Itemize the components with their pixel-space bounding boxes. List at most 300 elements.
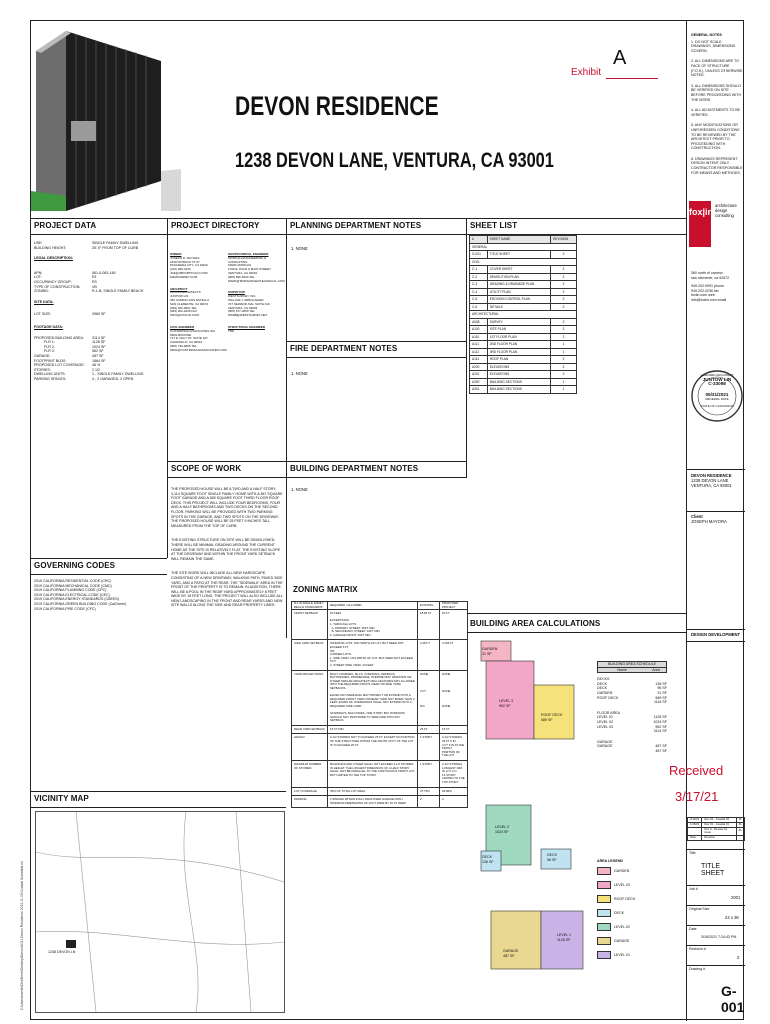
sheet-list-title: SHEET LIST bbox=[470, 221, 518, 230]
revision-table bbox=[687, 817, 745, 841]
plan-label-area: 136 SF bbox=[482, 859, 494, 864]
rev-init: FL bbox=[736, 827, 744, 836]
architect-stamp bbox=[691, 341, 743, 451]
pd-val: 061-0-063-160 bbox=[92, 270, 116, 275]
code-item: 2019 CALIFORNIA MECHANICAL CODE (CMC) bbox=[34, 583, 112, 588]
schedule-group: FLOOR AREA bbox=[597, 710, 620, 715]
sheet-list-row bbox=[470, 341, 577, 349]
zoning-existing: NONE 2 FT N/A bbox=[418, 670, 440, 725]
sheet-list-row bbox=[470, 288, 577, 296]
revision-header-row bbox=[688, 836, 745, 841]
dir-line: MIKE BOFFINE bbox=[170, 332, 192, 337]
stamp-line: 05/31/2021 bbox=[705, 391, 729, 397]
pd-val: 962 SF bbox=[92, 349, 104, 354]
schedule-name: DECK bbox=[597, 681, 607, 686]
tb-drawing-label: Drawing # bbox=[689, 967, 706, 971]
dir-line: (949) 202-0236 FAX bbox=[170, 309, 198, 314]
dir-line: (805) 739-9055 TEL bbox=[170, 343, 197, 348]
tb-date-label: Date bbox=[689, 927, 697, 931]
plan-label-name: GARAGE bbox=[503, 949, 519, 953]
dir-line: MARK@MORGANGEOTECHNICAL.COM bbox=[228, 278, 285, 283]
pd-val: 1 - SINGLE FAMILY DWELLING bbox=[92, 372, 144, 377]
pd-val: 1024 SF bbox=[92, 344, 106, 349]
schedule-name: ROOF DECK bbox=[597, 695, 619, 700]
plan-label bbox=[503, 949, 518, 958]
plan-label bbox=[547, 853, 557, 862]
schedule-area: 962 SF bbox=[655, 724, 667, 729]
plan-label-name: LEVEL 2 bbox=[495, 825, 510, 829]
scope-paragraph: THE PROPOSED HOUSE WILL BE A TWO AND A HALF STORY, 3,114 SQUARE FOOT SINGLE FAMILY HOME WITH A 487 SQUARE FOOT GARAGE AND A 589 SQUARE FOOT THIRD FLOOR ROOF DECK. THIS PROJECT WILL INCLUDE FOUR BEDROOMS, FOUR AND A HALF BATHROOMS AND TWO DECKS ON THE SECOND FLOOR. PARKING WILL BE PROVIDED WITH TWO PARKING SPOTS IN THE GARAGE, AND TWO SPOTS ON THE DRIVEWAY. THE PROPOSED HOUSE WILL BE 25 FEET 9 INCHES TALL MEASURED FROM THE TOP OF CURB. bbox=[171, 487, 283, 528]
sheet-revision: 2 bbox=[551, 288, 577, 296]
tb-job: 2001 bbox=[731, 895, 741, 900]
general-note: 1. DO NOT SCALE DRAWINGS. DIMENSIONS GOVERN. bbox=[691, 39, 736, 53]
dir-line: (805) 677-4650 TEL bbox=[228, 309, 255, 314]
zoning-existing: 2 bbox=[418, 796, 440, 808]
sheet-name: UTILITY PLAN bbox=[487, 288, 550, 296]
zoning-proposed: 4.153 FT bbox=[440, 640, 468, 670]
building-area-title: BUILDING AREA CALCULATIONS bbox=[470, 619, 601, 628]
zoning-required: 20 FEET EXCEPTIONS: 1. THROUGH LOTS A. PRIMARY STREET: 20FT MIN B. SECONDARY STREET: 10FT MIN 2. GARAGE FRONT: 20FT MIN bbox=[328, 610, 418, 640]
sheet-list-group bbox=[470, 258, 577, 266]
rev-desc: Rev 0 - Review for Issue bbox=[702, 827, 736, 836]
plan-label bbox=[557, 933, 571, 942]
zoning-proposed: 20 FT bbox=[440, 610, 468, 640]
legend-swatch bbox=[597, 867, 611, 875]
tb-revision-label: Revision # bbox=[689, 947, 706, 951]
sheet-number: A112 bbox=[470, 348, 488, 356]
plan-label-name: ROOF DECK bbox=[541, 713, 563, 717]
code-item: 2019 CALIFORNIA ENERGY STANDARDS (CBEES) bbox=[34, 597, 119, 602]
general-note: 2. ALL DIMENSIONS ARE TO FACE OF STRUCTURE (F.O.S.), UNLESS OTHERWISE NOTED. bbox=[691, 59, 743, 78]
sheet-number: A114 bbox=[470, 356, 488, 364]
sheet-list-row bbox=[470, 281, 577, 289]
exhibit-label: Exhibit bbox=[571, 67, 602, 78]
sheet-list-row bbox=[470, 266, 577, 274]
floor-plan-diagrams bbox=[471, 635, 601, 985]
legend-swatch bbox=[597, 923, 611, 931]
directory-left bbox=[170, 253, 226, 353]
sheet-name: 1ST FLOOR PLAN bbox=[487, 333, 550, 341]
code-item: 2019 CALIFORNIA PLUMBING CODE (CPC) bbox=[34, 588, 107, 593]
pd-val: VB bbox=[92, 284, 97, 289]
sheet-name: DETAILS bbox=[487, 303, 550, 311]
zoning-title: ZONING MATRIX bbox=[293, 585, 358, 594]
sheet-number: CIVIL bbox=[470, 258, 577, 266]
zoning-existing: 37.75% bbox=[418, 787, 440, 796]
dir-role: STRUCTURAL ENGINEER bbox=[228, 324, 265, 329]
pd-key: FOOTPRINT BLDG: bbox=[34, 358, 67, 363]
sheet-number: A100 bbox=[470, 326, 488, 334]
zoning-standard: LOT COVERAGE bbox=[292, 787, 328, 796]
dir-line: 1630 PATRICIA CT #7 bbox=[170, 259, 200, 264]
zoning-proposed: 2 bbox=[440, 796, 468, 808]
sheet-name: DEMOLITION PLAN bbox=[487, 273, 550, 281]
dir-line: 747 SEWARD AVE. SUITE 410 bbox=[228, 301, 270, 306]
plan-label-area: 1024 SF bbox=[495, 829, 509, 834]
stamp-line: LICENSED ARCHITECT bbox=[700, 373, 734, 377]
legend-item bbox=[597, 923, 667, 931]
rev-header: Revision bbox=[702, 836, 736, 841]
sheet-name: BUILDING SECTIONS bbox=[487, 378, 550, 386]
sheet-number: A201 bbox=[470, 371, 488, 379]
sheet-revision: 2 bbox=[551, 273, 577, 281]
firm-name bbox=[715, 203, 745, 219]
sheet-number: ARCHITECTURAL bbox=[470, 311, 577, 319]
plan-label-name: DECK bbox=[547, 853, 557, 857]
schedule-name: GARDEN bbox=[597, 690, 613, 695]
pd-key: APN: bbox=[34, 270, 43, 275]
zoning-row bbox=[292, 640, 468, 670]
zoning-standard: REAR YARD SETBACK bbox=[292, 725, 328, 734]
dir-line: 717 E. DALY ST. SUITE 107 bbox=[170, 336, 208, 341]
sheet-number: C-5 bbox=[470, 296, 488, 304]
dir-role: CIVIL ENGINEER bbox=[170, 324, 195, 329]
sheet-list-row bbox=[470, 333, 577, 341]
zoning-required: INTERIOR LOTS: 10% WIDTH OF LOT, BUT NEED NOT EXCEED 5 FT OR CORNER LOTS: 1. SIDE YARD: 10% WIDTH OF LOT, BUT NEED NOT EXCEED 5 FT 2. STREET SIDE YARD: 10 FEET bbox=[328, 640, 418, 670]
sheet-revision: 2 bbox=[551, 303, 577, 311]
sheet-name: ELEVATIONS bbox=[487, 371, 550, 379]
legend-label: GARDEN bbox=[614, 868, 630, 873]
zoning-header bbox=[292, 602, 468, 610]
dir-line: MIKE@COSTERISANASSOCIATES.COM bbox=[170, 347, 227, 352]
pd-key: TYPE OF CONSTRUCTION: bbox=[34, 284, 81, 289]
sheet-number: A200 bbox=[470, 363, 488, 371]
firm-name-line: design bbox=[715, 208, 728, 214]
sheet-number: C-6 bbox=[470, 303, 488, 311]
legend-item bbox=[597, 937, 667, 945]
sheet-name: GRADING & DRAINAGE PLAN bbox=[487, 281, 550, 289]
zoning-required: 15 FT MIN bbox=[328, 725, 418, 734]
legend-swatch bbox=[597, 937, 611, 945]
schedule-area: 136 SF bbox=[655, 681, 667, 686]
sheet-number: A300 bbox=[470, 378, 488, 386]
legend-label: ROOF DECK bbox=[614, 896, 636, 901]
schedule-name: LEVEL 02 bbox=[597, 719, 614, 724]
project-data bbox=[34, 241, 164, 381]
legend-swatch bbox=[597, 951, 611, 959]
schedule-header bbox=[597, 668, 667, 674]
zoning-standard: HEIGHT bbox=[292, 734, 328, 761]
general-notes-title: GENERAL NOTES bbox=[691, 33, 722, 37]
sheet-col-header: SHEET NAME bbox=[487, 236, 550, 244]
legend-label: DECK bbox=[614, 910, 624, 915]
zoning-row bbox=[292, 610, 468, 640]
schedule-col: Name bbox=[617, 667, 627, 672]
plan-label bbox=[499, 699, 513, 708]
dir-role: SURVEYOR bbox=[228, 290, 245, 295]
area-schedule bbox=[597, 661, 667, 754]
code-item: 2019 CALIFORNIA ELECTRICAL CODE (CEC) bbox=[34, 592, 110, 597]
sheet-list-table bbox=[469, 235, 577, 394]
plan-label bbox=[495, 825, 509, 834]
dir-line: JUNTOW LIN bbox=[170, 294, 189, 299]
zoning-row bbox=[292, 760, 468, 787]
tb-job-label: Job # bbox=[689, 887, 698, 891]
scope-text bbox=[171, 487, 283, 608]
pd-row bbox=[34, 246, 164, 251]
firm-contact-line: info@foxlin.com email bbox=[691, 297, 727, 302]
tb-client: JOSEPH MAYORA bbox=[691, 519, 727, 525]
pd-val: 25'-9" FROM TOP OF CURB bbox=[92, 245, 139, 250]
zoning-existing: 25 FT bbox=[418, 725, 440, 734]
governing-codes-list bbox=[34, 579, 164, 611]
pd-val: 1128 SF bbox=[92, 340, 106, 345]
schedule-name: LEVEL 03 bbox=[597, 724, 614, 729]
pd-key: BUILDING HEIGHT: bbox=[34, 245, 67, 250]
zoning-proposed: 15 FT bbox=[440, 725, 468, 734]
schedule-area: 589 SF bbox=[655, 695, 667, 700]
zoning-required: 45% OF TOTAL LOT AREA bbox=[328, 787, 418, 796]
sheet-list-row bbox=[470, 356, 577, 364]
zoning-row bbox=[292, 796, 468, 808]
general-note: 6. DRAWINGS REPRESENT DESIGN INTENT ONLY. CONTRACTOR RESPONSIBLE FOR MEANS AND METHODS. bbox=[691, 156, 743, 175]
revision-row bbox=[688, 827, 745, 836]
zoning-existing: 1 STORY bbox=[418, 734, 440, 761]
legend-label: LEVEL 02 bbox=[614, 924, 631, 929]
dir-line: CAMARILLO, CA 93010 bbox=[170, 340, 203, 345]
tb-drawing: G-001 bbox=[721, 983, 745, 1015]
dir-line: FOXLIN ARCHITECTS bbox=[170, 290, 201, 295]
pd-key: ZONING: bbox=[34, 289, 49, 294]
title-block-project bbox=[691, 473, 743, 489]
scope-title: SCOPE OF WORK bbox=[171, 464, 242, 473]
sheet-revision: 2 bbox=[551, 333, 577, 341]
plan-label bbox=[482, 647, 497, 656]
pd-key: FLR 3: bbox=[44, 349, 55, 354]
schedule-area: 1128 SF bbox=[653, 715, 667, 720]
sheet-revision: 2 bbox=[551, 326, 577, 334]
firm-contact-line: 949.202.0236 fax bbox=[691, 288, 719, 293]
pd-val: 2 1/2 bbox=[92, 367, 100, 372]
pd-legal-label: LEGAL DESCRIPTION: bbox=[34, 256, 73, 261]
scope-paragraph: THE EXISTING STRUCTURE ON SITE WILL BE DEMOLISHED. THERE WILL BE MINIMAL GRADING AROUND THE CURRENT HOME AS THE SITE IS RELATIVELY FLAT. THE EXISTING SLOPE AT THE DRIVEWAY AND WITHIN THE FRONT YARD SETBACK WILL REMAIN THE SAME. bbox=[171, 538, 281, 561]
plan-label-area: 589 SF bbox=[541, 717, 553, 722]
project-data-title: PROJECT DATA bbox=[34, 221, 97, 230]
dir-line: WARB@WESTSURVEY.NET bbox=[228, 313, 268, 318]
legend-swatch bbox=[597, 881, 611, 889]
pd-footage-label: FOOTAGE DATA: bbox=[34, 324, 64, 329]
pd-key: FLR 1: bbox=[44, 340, 55, 345]
sheet-col-header: REVISION bbox=[551, 236, 577, 244]
sheet-number: A008 bbox=[470, 318, 488, 326]
pd-row bbox=[34, 312, 164, 317]
firm-contact-line: san clemente, ca 92672 bbox=[691, 275, 730, 280]
legend-title: AREA LEGEND bbox=[597, 859, 624, 863]
firm-name-line: consulting bbox=[715, 213, 734, 219]
zoning-required: 2-1/2 STORIES NOT TO EXCEED 25 FT, EXCEPT NO PORTION OF THE STRUCTURE WITHIN THE FRONT 20 FT OF THE LOT IS TO EXCEED 25 FT bbox=[328, 734, 418, 761]
zoning-required: BUILT COURSES, SILLS, CORNICES, AWNINGS, BUTTRESSES, PROMENADE, STEPPED BAY WINDOWS OR OTHER SIMILAR ARCHITECTURAL FEATURES MAY ALLOWED INTO THE REQUIRED FRONT, REAR OR SIDE YARD SETBACKS. EAVES OR OVERHANG MAY PROJECT OR EXTEND INTO A REQUIRED FRONT YARD OR REAR YARD NOT MORE THAN 3 FEET. EAVES OF OVERHANGS SHALL NOT EXTEND INTO A REQUIRED SIDE YARD. STAIRWAYS, BALCONIES, ONE STORY BAY WINDOWS SHOULD NOT PROTRUDE TO SIDEYARD INTO ANY SETBACK. bbox=[328, 670, 418, 725]
tb-revision: 2 bbox=[737, 955, 740, 960]
sheet-revision: 1 bbox=[551, 378, 577, 386]
dir-line: PASADENA CITY, CA 91102 bbox=[170, 263, 208, 268]
zoning-standard: YARD PROJECTIONS bbox=[292, 670, 328, 725]
received-date: 3/17/21 bbox=[675, 789, 719, 804]
planning-note: 1. NONE bbox=[291, 246, 308, 251]
dir-role: ARCHITECT bbox=[170, 286, 188, 291]
dir-line: WESTSURVEY, INC. bbox=[228, 294, 257, 299]
pd-key: LOT SIZE: bbox=[34, 312, 51, 317]
project-directory-title: PROJECT DIRECTORY bbox=[171, 221, 260, 230]
sheet-number: A111 bbox=[470, 341, 488, 349]
sheet-revision: 2 bbox=[551, 296, 577, 304]
stamp-line: STATE OF CALIFORNIA bbox=[700, 403, 734, 408]
governing-codes-title: GOVERNING CODES bbox=[34, 561, 116, 570]
legend-label: LEVEL 03 bbox=[614, 882, 631, 887]
tb-size-label: Original Size bbox=[689, 907, 710, 911]
pd-val: R-1-B, SINGLE FAMILY BEACH bbox=[92, 289, 144, 294]
legend-label: LEVEL 01 bbox=[614, 952, 631, 957]
building-notes-title: BUILDING DEPARTMENT NOTES bbox=[290, 464, 419, 473]
pd-key: PARKING SPACES: bbox=[34, 376, 67, 381]
file-path: C:\Users\merlin\OneDrive\Desktop\Devon\2021 Devon Residence 2021.11.09 Coastal Submittal.rvt bbox=[20, 861, 24, 1010]
legend-label: GARAGE bbox=[614, 938, 630, 943]
vicinity-street: 1238 DEVON LN bbox=[48, 950, 76, 954]
zoning-existing: 1 STORY bbox=[418, 760, 440, 787]
dir-role: OWNER bbox=[170, 252, 182, 256]
dir-role: GEOTECHNICAL ENGINEER bbox=[228, 252, 269, 256]
zoning-existing: 3.48 FT bbox=[418, 640, 440, 670]
legend-swatch bbox=[597, 909, 611, 917]
legend-swatch bbox=[597, 895, 611, 903]
plan-label-area: 31 SF bbox=[482, 651, 492, 656]
tb-client-label: Client bbox=[691, 514, 703, 519]
pd-key: PROPOSED LOT COVERAGE: bbox=[34, 363, 85, 368]
area-legend bbox=[597, 859, 667, 965]
sheet-list-row bbox=[470, 378, 577, 386]
rev-date: 1/18/21 bbox=[688, 822, 702, 827]
vicinity-map bbox=[35, 811, 285, 1013]
sheet-revision: 2 bbox=[551, 356, 577, 364]
schedule-title: BUILDING AREA SCHEDULE bbox=[597, 661, 667, 668]
plan-label-name: GARDEN bbox=[482, 647, 498, 651]
rev-desc: Rev 02 - Coastal 02 bbox=[702, 818, 736, 823]
pd-key: OCCUPANCY GROUP: bbox=[34, 279, 72, 284]
sheet-list-row bbox=[470, 386, 577, 394]
pd-key: DWELLING UNITS: bbox=[34, 372, 66, 377]
firm-contact-line: 949.202.0991 phone bbox=[691, 284, 724, 289]
zoning-proposed: NONE NONE NONE bbox=[440, 670, 468, 725]
pd-key: PROPOSED BUILDING AREA: bbox=[34, 335, 84, 340]
pd-key: GARAGE: bbox=[34, 353, 51, 358]
pd-val: 46 % bbox=[92, 363, 101, 368]
exhibit-letter: A bbox=[613, 47, 627, 69]
zoning-col-header: REQUIRED / ALLOWED bbox=[328, 602, 418, 610]
drawing-sheet bbox=[30, 20, 744, 1020]
sheet-list-group bbox=[470, 243, 577, 251]
rev-init: FL bbox=[736, 822, 744, 827]
sheet-number: C-3 bbox=[470, 281, 488, 289]
schedule-total: 1116 SF bbox=[653, 700, 667, 705]
project-address: 1238 DEVON LANE, VENTURA, CA 93001 bbox=[235, 149, 554, 172]
plan-label-area: 962 SF bbox=[499, 703, 511, 708]
sheet-revision: 2 bbox=[551, 371, 577, 379]
sheet-name: SURVEY bbox=[487, 318, 550, 326]
zoning-existing: 18.83 FT bbox=[418, 610, 440, 640]
plan-label-name: LEVEL 1 bbox=[557, 933, 572, 937]
zoning-required: BUILDINGS AND OTHER SHALL NOT EXCEED 2-1/2 STORIES IN HEIGHT. THE LONGEST DIMENSION OF A HALF STORY SHALL NOT BE PARALLEL TO THE CONTIGUOUS FRONT LOT, BUT LIMITED TO THE TOP STORY bbox=[328, 760, 418, 787]
sheet-list-group bbox=[470, 311, 577, 319]
firm-logo-text: fox|in bbox=[689, 207, 714, 217]
dir-line: VENTURA, CA 93001 bbox=[228, 270, 258, 275]
sheet-list-row bbox=[470, 363, 577, 371]
tb-sheet-title: TITLE SHEET bbox=[701, 863, 725, 877]
building-note: 1. NONE bbox=[291, 487, 308, 492]
zoning-col-header: PROPOSED PROJECT bbox=[440, 602, 468, 610]
dir-line: VENTURA, CA 93003 bbox=[228, 305, 258, 310]
sheet-revision: 2 bbox=[551, 266, 577, 274]
zoning-standard: MAXIMUM NUMBER OF STORIES bbox=[292, 760, 328, 787]
sheet-name: 2ND FLOOR PLAN bbox=[487, 341, 550, 349]
sheet-list-row bbox=[470, 251, 577, 259]
sheet-name: COVER SHEET bbox=[487, 266, 550, 274]
rev-desc: Rev 01 - Coastal 01 bbox=[702, 822, 736, 827]
sheet-revision: 1 bbox=[551, 348, 577, 356]
sheet-revision: 2 bbox=[551, 281, 577, 289]
legend-item bbox=[597, 951, 667, 959]
zoning-proposed: 2-1/2 STORIES LONGEST DIM. IS 17 ft 2 in 12 STORY LIMITED TO THE TOP STORY bbox=[440, 760, 468, 787]
sheet-number: C-4 bbox=[470, 288, 488, 296]
sheet-number: C-1 bbox=[470, 266, 488, 274]
zoning-standard: FRONT SETBACK bbox=[292, 610, 328, 640]
sheet-revision: 1 bbox=[551, 386, 577, 394]
schedule-name: DECK bbox=[597, 686, 607, 691]
stamp-line: RENEWAL DATE bbox=[705, 397, 729, 402]
sheet-list-header bbox=[470, 236, 577, 244]
dir-line: INFO@FOXLIN.COM bbox=[170, 313, 199, 318]
schedule-total: 487 SF bbox=[655, 748, 667, 753]
dir-line: 360 CAMINO DOS ESTELLA bbox=[170, 297, 210, 302]
fire-notes-title: FIRE DEPARTMENT NOTES bbox=[290, 344, 398, 353]
dir-line: TBD bbox=[228, 328, 234, 333]
legend-item bbox=[597, 867, 667, 875]
rev-date: 2/10/21 bbox=[688, 818, 702, 823]
sheet-revision: 2 bbox=[551, 363, 577, 371]
zoning-row bbox=[292, 734, 468, 761]
schedule-total: 3114 SF bbox=[653, 729, 667, 734]
dir-line: JOSEPH R. MAYORA bbox=[170, 255, 200, 260]
sheet-list-row bbox=[470, 318, 577, 326]
dir-line: (805) 836-6030 TEL bbox=[228, 274, 255, 279]
general-note: 3. ALL DIMENSIONS SHOULD BE VERIFIED ON SITE BEFORE PROCEEDING WITH THE WORK. bbox=[691, 83, 742, 102]
zoning-table bbox=[291, 601, 467, 808]
project-title: DEVON RESIDENCE bbox=[235, 91, 439, 121]
sheet-name: BUILDING SECTIONS bbox=[487, 386, 550, 394]
pd-key: FLR 2: bbox=[44, 344, 55, 349]
rev-init: FL bbox=[736, 818, 744, 823]
sheet-number: A301 bbox=[470, 386, 488, 394]
dir-line: WILLIAM J. ARBOUGHER bbox=[228, 297, 264, 302]
general-note: 5. ANY MODIFICATIONS OR UNFORESEEN CONDITIONS TO BE REVIEWED BY THE ARCHITECT PRIOR TO PROCEEDING WITH CONSTRUCTION. bbox=[691, 123, 740, 151]
zoning-col-header: R-1-B SINGLE FAMILY BEACH STANDARDS bbox=[292, 602, 328, 610]
zoning-standard: SIDE YARD SETBACK bbox=[292, 640, 328, 670]
firm-contact bbox=[691, 271, 743, 303]
code-item: 2019 CALIFORNIA RESIDENTIAL CODE (CRC) bbox=[34, 579, 112, 583]
legend-item bbox=[597, 895, 667, 903]
zoning-row bbox=[292, 725, 468, 734]
zoning-row bbox=[292, 670, 468, 725]
sheet-list-row bbox=[470, 348, 577, 356]
sheet-revision: 2 bbox=[551, 251, 577, 259]
sheet-name: TITLE SHEET bbox=[487, 251, 550, 259]
stamp-line: JUNTOW LIN bbox=[702, 376, 732, 382]
sheet-col-header: # bbox=[470, 236, 488, 244]
dir-line: (310) 999-4440 bbox=[170, 267, 191, 272]
dir-line: SAN CLEMENTE, CA 92672 bbox=[170, 301, 209, 306]
sheet-list-row bbox=[470, 371, 577, 379]
pd-row bbox=[34, 377, 164, 382]
directory-right bbox=[228, 253, 285, 334]
zoning-proposed: 36.86% bbox=[440, 787, 468, 796]
